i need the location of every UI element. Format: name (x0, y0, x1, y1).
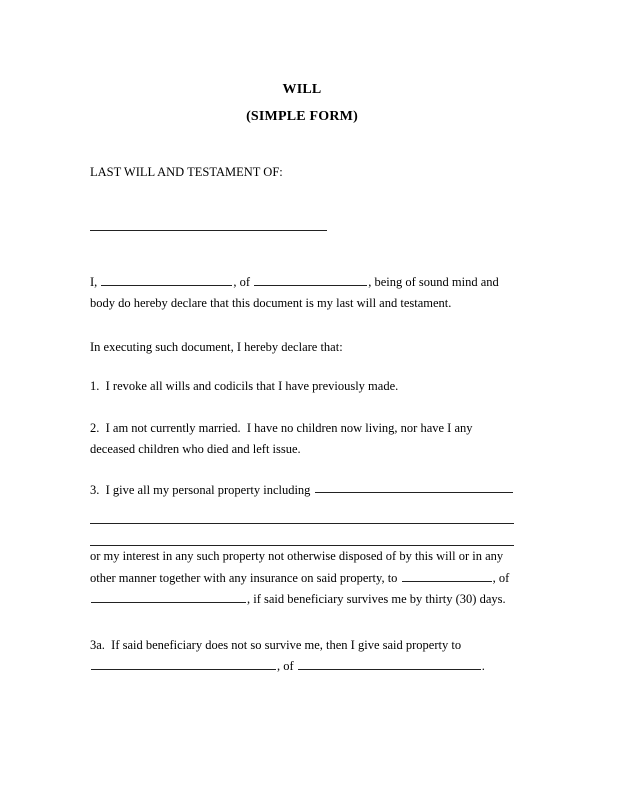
testator-name-blank[interactable] (90, 184, 327, 231)
clause-3-lead-line (90, 480, 514, 502)
beneficiary-name-field[interactable] (402, 569, 492, 582)
declaration-mid: , of (233, 274, 251, 289)
clause-2-marital-status: 2. I am not currently married. I have no children now living, nor have I any deceased children who died and left issue. (90, 420, 473, 456)
clause-3-comma: , (492, 570, 496, 585)
testament-of-heading: LAST WILL AND TESTAMENT OF: (90, 165, 283, 179)
declaration-post: , being of sound mind and body do hereby declare that this document is my last will and testament. (90, 274, 499, 310)
document-subtitle: (SIMPLE FORM) (246, 109, 358, 124)
property-description-line-2[interactable] (90, 501, 514, 524)
clause-3a-end: . (481, 659, 485, 673)
alternate-beneficiary-residence-field[interactable] (298, 657, 481, 670)
testator-name-field[interactable] (101, 273, 232, 286)
clause-3-lead-text: 3. I give all my personal property including (90, 482, 311, 497)
clause-3-continuation (90, 546, 514, 611)
clause-3-property-gift (90, 480, 514, 611)
clause-3a-lead: 3a. If said beneficiary does not so survive me, then I give said property to (90, 637, 462, 652)
executing-statement: In executing such document, I hereby declare that: (90, 339, 343, 354)
clause-3a-mid: , of (277, 659, 294, 673)
testator-residence-field[interactable] (254, 273, 367, 286)
declaration-paragraph (90, 272, 514, 315)
alternate-beneficiary-name-field[interactable] (91, 657, 276, 670)
clause-3-continuation-text: or my interest in any such property not otherwise disposed of by this will or in any other manner together with any insurance on said property, to (90, 549, 504, 585)
beneficiary-residence-field[interactable] (91, 590, 246, 603)
document-header (90, 76, 514, 130)
clause-3-of-label: of (498, 570, 510, 585)
document-body (90, 0, 514, 678)
property-description-line-3[interactable] (90, 524, 514, 547)
clause-1-revocation: 1. I revoke all wills and codicils that I have previously made. (90, 379, 399, 393)
property-description-field[interactable] (315, 480, 513, 493)
document-title: WILL (282, 82, 322, 97)
clause-3-tail: , if said beneficiary survives me by thirty (30) days. (247, 592, 506, 606)
clause-3a-alternate-beneficiary (90, 635, 514, 678)
declaration-pre: I, (90, 274, 98, 289)
